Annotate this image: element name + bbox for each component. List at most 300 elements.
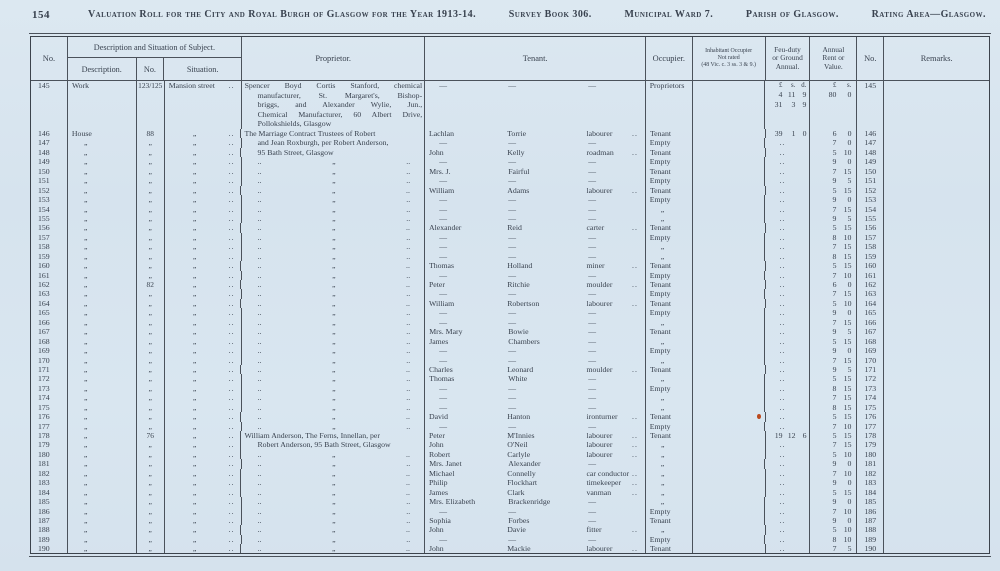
- rent-value: [810, 459, 856, 468]
- header-feu-line1: Feu-duty: [774, 44, 801, 54]
- rent-pounds: 7: [832, 204, 837, 214]
- cell-occupier: [646, 233, 693, 242]
- rent-shillings: 0: [847, 157, 852, 167]
- tenant-forename: Mrs. Janet: [429, 459, 462, 469]
- table-row: [31, 384, 989, 393]
- cell-inhabitant-occupier: [693, 535, 766, 544]
- cell-annual-rent: [810, 440, 857, 449]
- cell-feu-duty: [766, 299, 811, 308]
- occupier-value: „: [660, 336, 665, 346]
- cell-feu-duty: [765, 403, 810, 412]
- cell-feu-duty: [765, 252, 810, 261]
- cell-inhabitant-occupier: [693, 299, 766, 308]
- occupier-value: Empty: [649, 195, 671, 205]
- situation-value: „: [192, 308, 197, 318]
- cell-proprietor: [242, 393, 426, 402]
- rent-pounds: 7: [832, 421, 837, 431]
- cell-entry-no: 182: [31, 469, 68, 478]
- cell-inhabitant-occupier: [693, 205, 766, 214]
- cell-description: [68, 138, 137, 147]
- cell-description: [68, 478, 137, 487]
- cell-entry-no-right: 153: [857, 195, 884, 204]
- table-row: [31, 176, 989, 185]
- cell-inhabitant-occupier: [693, 308, 766, 317]
- description-value: „: [83, 459, 88, 469]
- ditto-dots: ..: [779, 242, 786, 252]
- ditto-mark: „: [332, 242, 336, 252]
- cell-entry-no: 150: [31, 167, 68, 176]
- situation-value: „: [192, 129, 197, 138]
- proprietor-line: Robert Anderson, 95 Bath Street, Glasgow: [257, 440, 391, 450]
- cell-occupier: [646, 138, 693, 147]
- ditto-dots: ..: [406, 374, 411, 384]
- tenant-occupation: —: [588, 166, 596, 176]
- cell-inhabitant-occupier: [693, 384, 766, 393]
- table-row: [31, 205, 989, 214]
- cell-inhabitant-occupier: [693, 356, 766, 365]
- house-no-value: „: [148, 393, 152, 403]
- cell-annual-rent: [810, 393, 857, 402]
- ditto-dots: ..: [228, 138, 235, 148]
- cell-house-no: [137, 488, 165, 497]
- cell-situation: [165, 356, 242, 365]
- cell-feu-duty: [766, 129, 811, 138]
- cell-feu-duty: [765, 497, 810, 506]
- tenant-forename: —: [439, 195, 447, 205]
- cell-situation: [165, 440, 242, 449]
- tenant-forename: —: [439, 317, 447, 327]
- cell-entry-no-right: 171: [857, 365, 884, 374]
- rent-value: [810, 440, 856, 449]
- cell-house-no: [137, 176, 165, 185]
- cell-tenant: [425, 393, 646, 402]
- tenant-occupation: ironturner: [586, 412, 618, 422]
- cell-annual-rent: [810, 469, 857, 478]
- cell-proprietor: [242, 497, 426, 506]
- rent-pounds: 6: [832, 129, 837, 138]
- house-no-value: 76: [146, 431, 154, 440]
- feu-part: 31: [774, 99, 783, 109]
- header-situation: Situation.: [186, 64, 219, 74]
- cell-remarks: [884, 233, 989, 242]
- cell-entry-no: 159: [31, 252, 68, 261]
- cell-entry-no-right: 150: [857, 167, 884, 176]
- occupier-value: Tenant: [649, 298, 672, 308]
- proprietor-ditto: [245, 459, 425, 469]
- situation-value: „: [192, 317, 197, 327]
- description-value: „: [83, 506, 88, 516]
- ditto-dots: ..: [257, 478, 262, 488]
- cell-remarks: [884, 422, 989, 431]
- cell-proprietor: [242, 535, 426, 544]
- title-survey-book: Survey Book 306.: [508, 9, 592, 20]
- ditto-dots: ..: [228, 412, 235, 422]
- ditto-dots: ..: [228, 213, 235, 223]
- feu-part: 0: [802, 129, 807, 138]
- ditto-mark: „: [332, 166, 336, 176]
- proprietor-ditto: [244, 261, 423, 271]
- ditto-dots: ..: [406, 185, 410, 195]
- ditto-mark: „: [332, 176, 336, 186]
- ditto-dots: ..: [779, 251, 786, 261]
- tenant-surname: O'Neil: [507, 440, 528, 450]
- description-value: „: [83, 412, 88, 422]
- tenant-occupation: vanman: [586, 487, 612, 497]
- ditto-dots: ..: [779, 157, 786, 167]
- cell-proprietor: [242, 356, 426, 365]
- rent-pounds: 7: [832, 270, 837, 280]
- tenant-occupation: labourer: [586, 440, 613, 450]
- cell-tenant: [425, 186, 646, 195]
- cell-house-no: [137, 431, 165, 440]
- rent-shillings: 0: [847, 195, 852, 205]
- cell-feu-duty: [765, 242, 810, 251]
- cell-tenant: [425, 157, 646, 166]
- rent-shillings: 5: [847, 176, 852, 186]
- cell-entry-no: 180: [31, 450, 68, 459]
- description-value: „: [83, 298, 88, 308]
- cell-entry-no: 161: [31, 271, 68, 280]
- ditto-dots: ..: [257, 468, 262, 478]
- cell-entry-no-right: 165: [857, 308, 884, 317]
- cell-tenant: [425, 81, 646, 129]
- ditto-dots: ..: [228, 421, 235, 431]
- cell-feu-duty: [766, 431, 811, 440]
- table-row: [31, 337, 989, 346]
- cell-description: [68, 176, 137, 185]
- cell-entry-no-right: 161: [857, 271, 884, 280]
- description-value: „: [83, 440, 88, 450]
- feu-value: [766, 431, 810, 440]
- cell-remarks: [884, 157, 989, 166]
- cell-description: [68, 299, 137, 308]
- ditto-dots: ..: [257, 185, 262, 195]
- cell-proprietor: [242, 138, 426, 147]
- cell-annual-rent: [810, 195, 857, 204]
- cell-entry-no-right: 155: [857, 214, 884, 223]
- cell-house-no: [137, 289, 165, 298]
- tenant-occupation: —: [588, 459, 596, 469]
- tenant-surname: Kelly: [507, 147, 525, 157]
- cell-inhabitant-occupier: [693, 289, 766, 298]
- cell-annual-rent: [810, 337, 857, 346]
- cell-proprietor: [242, 271, 426, 280]
- title-rating-area: Rating Area—Glasgow.: [871, 9, 986, 20]
- cell-entry-no: 154: [31, 205, 68, 214]
- cell-description: [68, 374, 137, 383]
- cell-house-no: [137, 261, 165, 270]
- rent-shillings: 15: [843, 317, 852, 327]
- occupier-value: Tenant: [649, 280, 672, 289]
- cell-house-no: [137, 459, 165, 468]
- cell-house-no: [137, 186, 165, 195]
- occupier-value: Empty: [649, 346, 671, 356]
- cell-annual-rent: [810, 535, 857, 544]
- tenant-forename: —: [439, 346, 447, 356]
- cell-annual-rent: [810, 374, 857, 383]
- table-row: [31, 81, 989, 129]
- tenant-surname: —: [508, 270, 516, 280]
- proprietor-ditto: [244, 365, 423, 375]
- entry-dots: ..: [632, 431, 638, 440]
- cell-entry-no: 169: [31, 346, 68, 355]
- proprietor-ditto: [245, 497, 425, 507]
- ditto-dots: ..: [406, 478, 410, 488]
- ditto-mark: „: [332, 251, 336, 261]
- ditto-dots: ..: [228, 242, 235, 252]
- tenant-occupation: labourer: [586, 431, 613, 440]
- cell-occupier: [646, 365, 693, 374]
- occupier-value: Empty: [649, 534, 671, 544]
- description-value: „: [83, 497, 88, 507]
- ditto-dots: ..: [406, 534, 411, 544]
- cell-proprietor: [242, 252, 426, 261]
- rent-value: [810, 431, 856, 440]
- tenant-surname: —: [508, 402, 516, 412]
- cell-inhabitant-occupier: [693, 223, 766, 232]
- cell-feu-duty: [765, 507, 810, 516]
- rent-pounds: 9: [832, 346, 837, 356]
- ditto-mark: „: [332, 213, 336, 223]
- description-value: „: [83, 213, 88, 223]
- house-no-value: „: [148, 346, 152, 356]
- proprietor-line: The Marriage Contract Trustees of Robert: [244, 129, 376, 138]
- proprietor-ditto: [244, 525, 423, 535]
- cell-house-no: [137, 403, 165, 412]
- cell-inhabitant-occupier: [693, 337, 766, 346]
- cell-remarks: [884, 450, 989, 459]
- situation-value: „: [192, 402, 197, 412]
- cell-entry-no-right: 179: [857, 440, 884, 449]
- title-municipal-ward: Municipal Ward 7.: [624, 9, 714, 20]
- tenant-forename: —: [439, 402, 447, 412]
- cell-description: [68, 157, 137, 166]
- cell-entry-no: 163: [31, 289, 68, 298]
- cell-occupier: [646, 223, 693, 232]
- cell-house-no: [137, 129, 165, 138]
- cell-inhabitant-occupier: [693, 242, 766, 251]
- ditto-dots: ..: [257, 176, 262, 186]
- house-no-value: „: [148, 195, 152, 205]
- ditto-dots: ..: [779, 383, 786, 393]
- cell-proprietor: [242, 422, 426, 431]
- cell-entry-no-right: 182: [857, 469, 884, 478]
- cell-feu-duty: [765, 516, 810, 525]
- ditto-mark: „: [331, 298, 336, 308]
- occupier-value: Tenant: [649, 147, 672, 157]
- table-row: [31, 497, 989, 506]
- situation-value: „: [192, 364, 197, 374]
- ditto-mark: „: [331, 261, 336, 271]
- rent-value: [810, 129, 856, 138]
- proprietor-ditto: [244, 469, 423, 479]
- proprietor-line: William Anderson, The Ferns, Innellan, per: [244, 431, 380, 440]
- cell-entry-no-right: 166: [857, 318, 884, 327]
- rent-value: [810, 403, 856, 412]
- cell-remarks: [884, 431, 989, 440]
- occupier-value: Tenant: [649, 515, 671, 525]
- cell-house-no: [137, 205, 165, 214]
- rent-value: [810, 186, 856, 195]
- ditto-mark: „: [332, 346, 336, 356]
- cell-inhabitant-occupier: [693, 261, 766, 270]
- tenant-surname: Alexander: [508, 459, 541, 469]
- cell-proprietor: [241, 223, 424, 232]
- cell-house-no: [137, 412, 165, 421]
- cell-situation: [165, 346, 242, 355]
- ditto-dots: ..: [406, 308, 411, 318]
- cell-annual-rent: [810, 544, 857, 553]
- cell-occupier: [646, 535, 693, 544]
- cell-situation: [165, 431, 242, 440]
- tenant-surname: —: [508, 157, 516, 167]
- description-value: „: [83, 421, 88, 431]
- house-no-value: „: [148, 544, 152, 553]
- tenant-occupation: —: [588, 213, 596, 223]
- cell-entry-no: 162: [31, 280, 68, 289]
- entry-dots: ..: [632, 412, 638, 422]
- ditto-dots: ..: [228, 195, 235, 205]
- ditto-dots: ..: [228, 204, 235, 214]
- rent-value: [810, 205, 856, 214]
- cell-entry-no-right: 147: [857, 138, 884, 147]
- rent-pounds: 5: [832, 223, 837, 233]
- proprietor-ditto: [245, 252, 425, 262]
- situation-value: „: [192, 251, 197, 261]
- cell-entry-no-right: 177: [857, 422, 884, 431]
- ditto-dots: ..: [406, 506, 411, 516]
- cell-situation: [165, 525, 242, 534]
- cell-entry-no: 186: [31, 507, 68, 516]
- ditto-mark: „: [332, 355, 336, 365]
- ditto-dots: ..: [228, 251, 235, 261]
- cell-occupier: [646, 403, 693, 412]
- house-no-value: „: [148, 336, 152, 346]
- cell-situation: [165, 289, 242, 298]
- cell-annual-rent: [810, 214, 857, 223]
- situation-value: „: [192, 327, 197, 337]
- cell-tenant: [425, 507, 646, 516]
- situation-value: „: [192, 515, 197, 525]
- ditto-dots: ..: [406, 525, 410, 535]
- situation-value: „: [192, 525, 197, 535]
- cell-description: [68, 242, 137, 251]
- cell-entry-no: 172: [31, 374, 68, 383]
- situation-value: Mansion street: [168, 81, 215, 90]
- cell-feu-duty: [766, 186, 811, 195]
- cell-house-no: [137, 497, 165, 506]
- ditto-dots: ..: [406, 176, 411, 186]
- cell-occupier: [646, 497, 693, 506]
- ditto-dots: ..: [257, 393, 262, 403]
- cell-feu-duty: [766, 488, 811, 497]
- ditto-dots: ..: [779, 185, 786, 195]
- ditto-dots: ..: [779, 346, 786, 356]
- cell-entry-no-right: 175: [857, 403, 884, 412]
- cell-remarks: [884, 403, 989, 412]
- tenant-forename: —: [439, 289, 447, 299]
- cell-house-no: [137, 318, 165, 327]
- title-parish: Parish of Glasgow.: [745, 9, 839, 20]
- table-row: [31, 393, 989, 402]
- description-value: Work: [71, 81, 90, 90]
- proprietor-ditto: [245, 167, 425, 177]
- tenant-surname: —: [508, 346, 516, 356]
- rent-pounds: 5: [832, 525, 837, 535]
- house-no-value: „: [148, 327, 152, 337]
- header-annual-rent: [810, 37, 857, 80]
- cell-proprietor: [242, 81, 426, 129]
- rent-pounds: 9: [832, 497, 837, 507]
- cell-description: [68, 422, 137, 431]
- tenant-forename: Robert: [428, 449, 451, 459]
- cell-situation: [165, 488, 242, 497]
- cell-inhabitant-occupier: [693, 440, 766, 449]
- cell-feu-duty: [765, 233, 810, 242]
- ditto-dots: ..: [779, 525, 786, 535]
- house-no-value: „: [148, 242, 152, 252]
- ditto-dots: ..: [779, 355, 786, 365]
- ditto-dots: ..: [257, 213, 262, 223]
- occupier-value: Tenant: [649, 364, 672, 374]
- ditto-mark: „: [331, 544, 336, 553]
- rent-value: [810, 469, 856, 478]
- table-row: [31, 318, 989, 327]
- tenant-occupation: —: [588, 270, 596, 280]
- cell-proprietor: [241, 488, 424, 497]
- cell-inhabitant-occupier: [693, 450, 766, 459]
- tenant-forename: Mrs. J.: [429, 166, 451, 176]
- cell-inhabitant-occupier: [693, 327, 766, 336]
- tenant-surname: —: [508, 242, 516, 252]
- ditto-dots: ..: [257, 544, 262, 553]
- ditto-mark: „: [331, 487, 336, 497]
- occupier-value: Proprietors: [649, 81, 685, 90]
- rent-value: [810, 176, 856, 185]
- cell-inhabitant-occupier: [693, 148, 766, 157]
- proprietor-ditto: [245, 516, 425, 526]
- table-row: [31, 327, 989, 336]
- situation-value: „: [192, 157, 197, 167]
- cell-entry-no-right: 159: [857, 252, 884, 261]
- tenant-forename: Peter: [428, 431, 445, 440]
- cell-occupier: [646, 507, 693, 516]
- table-row: [31, 223, 989, 232]
- occupier-value: „: [660, 242, 665, 252]
- cell-inhabitant-occupier: [693, 186, 766, 195]
- situation-value: „: [192, 506, 197, 516]
- house-no-value: „: [148, 412, 152, 422]
- proprietor-ditto: [245, 176, 425, 186]
- ditto-dots: ..: [779, 261, 786, 271]
- cell-remarks: [884, 356, 989, 365]
- tenant-occupation: —: [588, 242, 596, 252]
- situation-value: „: [192, 346, 197, 356]
- cell-proprietor: [241, 280, 424, 289]
- rent-value: [810, 261, 856, 270]
- occupier-value: Empty: [649, 157, 671, 167]
- rent-pounds: 7: [832, 468, 837, 478]
- ditto-dots: ..: [779, 515, 786, 525]
- occupier-value: „: [660, 440, 665, 450]
- rent-pounds: 7: [832, 506, 837, 516]
- ditto-dots: ..: [257, 317, 262, 327]
- cell-situation: [165, 186, 242, 195]
- cell-situation: [165, 271, 242, 280]
- tenant-surname: —: [508, 308, 516, 318]
- rent-pounds: 7: [832, 317, 837, 327]
- tenant-forename: —: [439, 393, 447, 403]
